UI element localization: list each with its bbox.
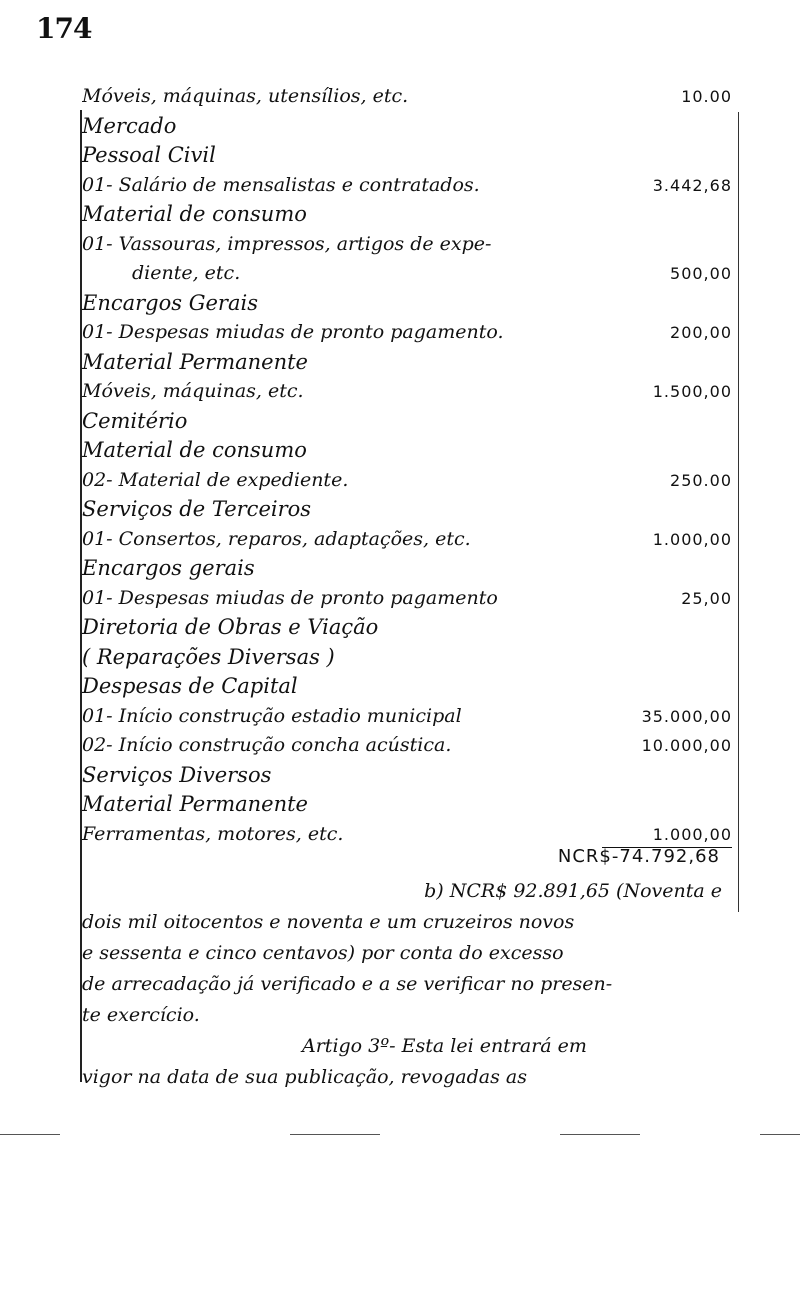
bottom-divider-segment (560, 1134, 640, 1135)
paragraph-line: de arrecadação já verificado e a se verificar no presen- (82, 973, 613, 995)
ledger-entry (82, 259, 732, 289)
entry-amount: 3.442,68 (652, 175, 732, 195)
entry-amount: 35.000,00 (641, 706, 732, 726)
paragraph-line: b) NCR$ 92.891,65 (Noventa e (424, 880, 722, 902)
entry-label: Material Permanente (82, 792, 308, 816)
expense-ledger (82, 82, 732, 849)
entry-label: Móveis, máquinas, etc. (82, 380, 304, 402)
entry-label: 01- Despesas miudas de pronto pagamento (82, 586, 498, 609)
entry-amount: 25,00 (681, 588, 732, 608)
entry-label: Cemitério (82, 408, 188, 433)
paragraph-line: e sessenta e cinco centavos) por conta do excesso (82, 942, 564, 964)
ledger-total: NCR$-74.792,68 (557, 846, 720, 867)
entry-label: Ferramentas, motores, etc. (82, 822, 344, 845)
entry-label: Encargos Gerais (82, 290, 258, 315)
right-margin-line (738, 112, 739, 912)
ledger-entry (82, 377, 732, 407)
entry-label: 01- Salário de mensalistas e contratados. (82, 173, 480, 196)
ledger-section-heading (82, 112, 732, 142)
ledger-section-heading (82, 643, 732, 673)
ledger-section-heading (82, 348, 732, 378)
entry-label: 02- Início construção concha acústica. (82, 734, 452, 756)
entry-amount: 200,00 (670, 323, 732, 342)
entry-label: 01- Vassouras, impressos, artigos de expe- (82, 232, 492, 255)
ledger-section-heading (82, 761, 732, 791)
entry-label: 01- Início construção estadio municipal (82, 704, 462, 727)
bottom-divider-segment (290, 1134, 380, 1135)
entry-amount: 1.500,00 (652, 382, 732, 401)
entry-label: 02- Material de expediente. (82, 468, 349, 491)
entry-label: Diretoria de Obras e Viação (82, 615, 379, 639)
paragraph-line: te exercício. (82, 1004, 200, 1026)
ledger-entry (82, 731, 732, 761)
paragraph-line: vigor na data de sua publicação, revogadas as (82, 1066, 527, 1088)
ledger-entry (82, 171, 732, 201)
entry-label: 01- Despesas miudas de pronto pagamento. (82, 321, 504, 343)
entry-amount: 10.00 (681, 87, 732, 106)
entry-label: ( Reparações Diversas ) (82, 644, 335, 669)
ledger-entry (82, 82, 732, 112)
paragraph-line: Artigo 3º- Esta lei entrará em (302, 1035, 587, 1057)
entry-label: Móveis, máquinas, utensílios, etc. (82, 85, 409, 107)
entry-label: 01- Consertos, reparos, adaptações, etc. (82, 527, 471, 550)
entry-label: Serviços Diversos (82, 762, 272, 787)
ledger-entry (82, 584, 732, 614)
entry-label: Material de consumo (82, 202, 307, 226)
entry-label: Material Permanente (82, 349, 308, 374)
body-paragraph (82, 876, 722, 1093)
entry-label: diente, etc. (132, 262, 241, 284)
entry-label: Encargos gerais (82, 556, 255, 580)
entry-amount: 10.000,00 (641, 736, 732, 755)
ledger-section-heading (82, 495, 732, 525)
ledger-entry (82, 702, 732, 732)
entry-label: Pessoal Civil (82, 143, 216, 167)
entry-label: Serviços de Terceiros (82, 497, 312, 521)
ledger-entry (82, 318, 732, 348)
ledger-entry (82, 230, 732, 260)
entry-amount: 250.00 (670, 470, 732, 490)
ledger-section-heading (82, 141, 732, 171)
paragraph-line: dois mil oitocentos e noventa e um cruzeiros novos (82, 911, 575, 933)
ledger-entry (82, 466, 732, 496)
ledger-section-heading (82, 407, 732, 437)
ledger-entry (82, 525, 732, 555)
entry-label: Material de consumo (82, 438, 307, 462)
ledger-section-heading (82, 289, 732, 319)
entry-label: Mercado (82, 113, 177, 138)
entry-amount: 1.000,00 (602, 823, 732, 848)
entry-amount: 1.000,00 (652, 529, 732, 549)
ledger-section-heading (82, 613, 732, 643)
entry-amount: 500,00 (670, 264, 732, 283)
ledger-section-heading (82, 436, 732, 466)
ledger-section-heading (82, 554, 732, 584)
bottom-divider-segment (0, 1134, 60, 1135)
ledger-section-heading (82, 200, 732, 230)
ledger-section-heading (82, 790, 732, 820)
bottom-divider-segment (760, 1134, 800, 1135)
entry-label: Despesas de Capital (82, 674, 298, 698)
page-number: 174 (36, 12, 92, 45)
ledger-section-heading (82, 672, 732, 702)
ledger-entry (82, 820, 732, 850)
